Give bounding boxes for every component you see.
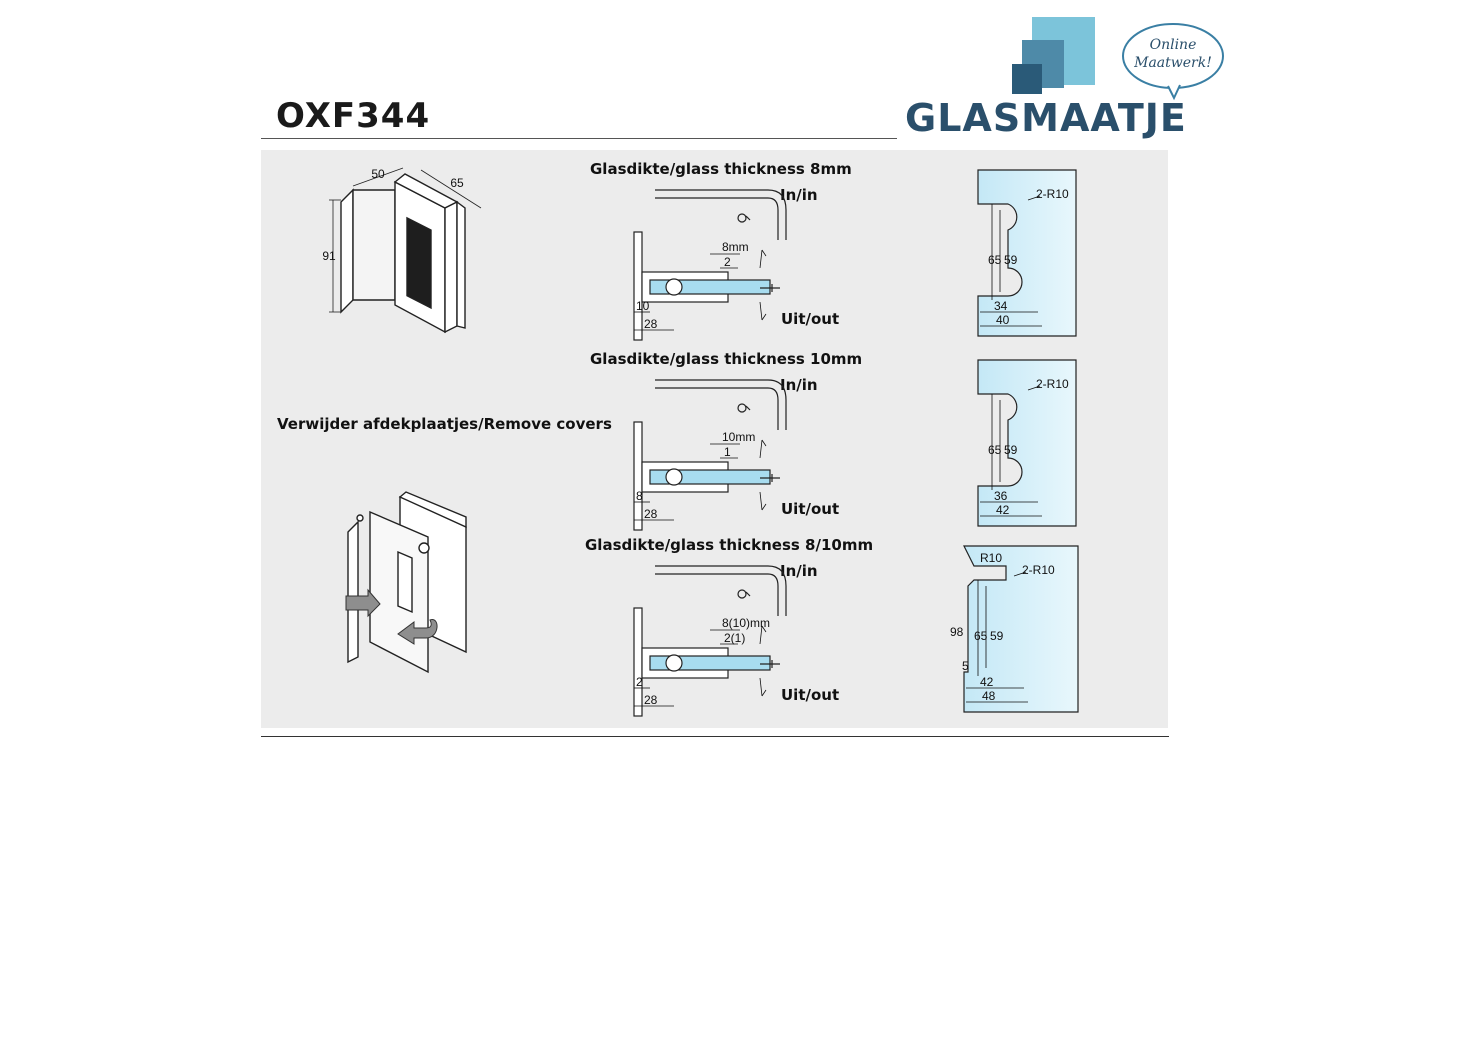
glass-thickness-label: 10mm bbox=[722, 430, 756, 444]
profile-width-outer-label: 48 bbox=[982, 689, 996, 703]
profile-height-inner-label: 59 bbox=[1004, 443, 1018, 457]
offset-label: 2 bbox=[636, 675, 643, 689]
profile-height-outer-label: 65 bbox=[988, 443, 1002, 457]
profile-height-outer-label: 65 bbox=[988, 253, 1002, 267]
section-heading: Glasdikte/glass thickness 8/10mm bbox=[585, 536, 874, 554]
remove-covers-drawing bbox=[340, 492, 475, 677]
iso-dim-height: 91 bbox=[322, 249, 336, 263]
in-label: In/in bbox=[780, 186, 818, 204]
profile-height-total-label: 98 bbox=[950, 625, 964, 639]
profile-height-inner-label: 59 bbox=[990, 629, 1004, 643]
bubble-line-2: Maatwerk! bbox=[1134, 55, 1212, 71]
profile-width-inner-label: 34 bbox=[994, 299, 1008, 313]
gap-label: 1 bbox=[724, 445, 731, 459]
in-label: In/in bbox=[780, 562, 818, 580]
glass-thickness-label: 8(10)mm bbox=[722, 616, 771, 630]
depth-label: 28 bbox=[644, 507, 658, 521]
gap-label: 2 bbox=[724, 255, 731, 269]
brand-name: GLASMAATJE bbox=[905, 96, 1187, 140]
profile-drawing bbox=[970, 170, 1120, 340]
depth-label: 28 bbox=[644, 317, 658, 331]
section-heading: Glasdikte/glass thickness 10mm bbox=[590, 350, 863, 368]
profile-width-inner-label: 42 bbox=[980, 675, 994, 689]
brand-logo-mark bbox=[1010, 16, 1100, 96]
gap-label: 2(1) bbox=[724, 631, 746, 645]
bubble-line-1: Online bbox=[1149, 37, 1197, 53]
profile-height-outer-label: 65 bbox=[974, 629, 988, 643]
product-code-title: OXF344 bbox=[276, 96, 431, 136]
iso-dim-depth: 65 bbox=[450, 176, 464, 190]
profile-lip-label: 5 bbox=[962, 659, 969, 673]
section-heading: Glasdikte/glass thickness 8mm bbox=[590, 160, 852, 178]
cross-section-drawing bbox=[610, 370, 790, 540]
profile-width-outer-label: 42 bbox=[996, 503, 1010, 517]
hinge-isometric-drawing bbox=[322, 160, 495, 340]
glass-thickness-label: 8mm bbox=[722, 240, 749, 254]
profile-width-inner-label: 36 bbox=[994, 489, 1008, 503]
depth-label: 28 bbox=[644, 693, 658, 707]
iso-dim-width: 50 bbox=[371, 167, 385, 181]
profile-drawing bbox=[970, 360, 1120, 530]
profile-radius-label: 2-R10 bbox=[1036, 187, 1069, 201]
out-label: Uit/out bbox=[781, 310, 840, 328]
speech-bubble-icon bbox=[1120, 22, 1226, 98]
out-label: Uit/out bbox=[781, 500, 840, 518]
cross-section-drawing bbox=[610, 180, 790, 350]
offset-label: 10 bbox=[636, 299, 650, 313]
footer-divider bbox=[261, 736, 1169, 737]
out-label: Uit/out bbox=[781, 686, 840, 704]
profile-radius-label: 2-R10 bbox=[1036, 377, 1069, 391]
profile-radius-label: 2-R10 bbox=[1022, 563, 1055, 577]
header-divider bbox=[261, 138, 897, 139]
offset-label: 8 bbox=[636, 489, 643, 503]
profile-height-inner-label: 59 bbox=[1004, 253, 1018, 267]
cross-section-drawing bbox=[610, 556, 790, 726]
in-label: In/in bbox=[780, 376, 818, 394]
remove-covers-label: Verwijder afdekplaatjes/Remove covers bbox=[277, 415, 612, 433]
profile-width-outer-label: 40 bbox=[996, 313, 1010, 327]
profile-corner-radius-label: R10 bbox=[980, 551, 1003, 565]
profile-drawing bbox=[940, 546, 1090, 716]
